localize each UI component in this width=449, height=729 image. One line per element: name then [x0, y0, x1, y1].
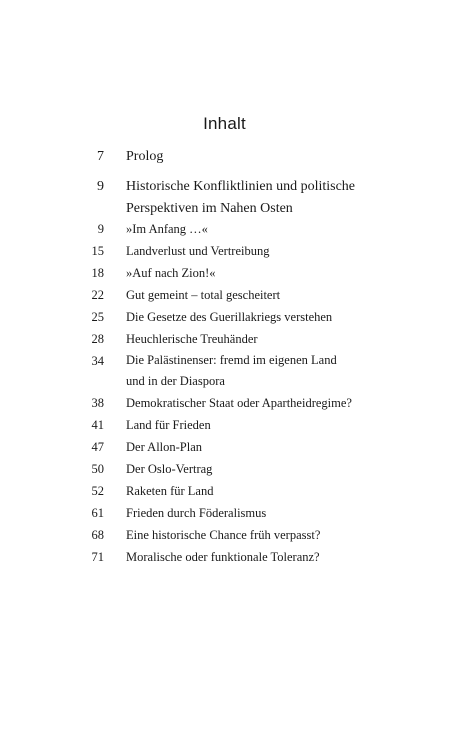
toc-page-number: 41: [91, 418, 104, 432]
toc-page-number: 68: [91, 528, 104, 542]
toc-page-number: 50: [91, 462, 104, 476]
toc-page-number: 38: [91, 396, 104, 410]
toc-entry-title: Landverlust und Vertreibung: [126, 244, 270, 258]
toc-entry-title: Frieden durch Föderalismus: [126, 506, 267, 520]
toc-entry-title: »Auf nach Zion!«: [126, 266, 216, 280]
toc-entry-title: Die Palästinenser: fremd im eigenen Land und in der Diaspora: [126, 353, 337, 388]
toc-page-number: 15: [91, 244, 104, 258]
toc-entry-title: Prolog: [126, 149, 164, 164]
toc-entry-title: Heuchlerische Treuhänder: [126, 332, 258, 346]
toc-page-number: 22: [91, 288, 104, 302]
toc-page-number: 47: [91, 440, 104, 454]
toc-entry-title: Demokratischer Staat oder Apartheidregime?: [126, 396, 352, 410]
toc-entry-title: Der Oslo-Vertrag: [126, 462, 213, 476]
toc-page-number: 9: [97, 222, 104, 236]
toc-page-number: 28: [91, 332, 104, 346]
toc-entry-title: Raketen für Land: [126, 484, 214, 498]
toc-page-number: 61: [91, 506, 104, 520]
toc-page-number: 34: [91, 354, 104, 368]
toc-entry-title: »Im Anfang …«: [126, 222, 208, 236]
toc-entry-title: Land für Frieden: [126, 418, 211, 432]
toc-page-number: 7: [97, 149, 104, 164]
toc-entry-title: Eine historische Chance früh verpasst?: [126, 528, 321, 542]
toc-entry-title: Gut gemeint – total gescheitert: [126, 288, 281, 302]
toc-entry-title: Der Allon-Plan: [126, 440, 203, 454]
toc-page-number: 71: [91, 550, 104, 564]
toc-page-number: 18: [91, 266, 104, 280]
toc-entry-title: Historische Konfliktlinien und politische Perspektiven im Nahen Osten: [126, 179, 356, 216]
toc-page-number: 52: [91, 484, 104, 498]
toc-heading: Inhalt: [203, 114, 246, 133]
toc-page-number: 9: [97, 179, 104, 194]
toc-entry-title: Die Gesetze des Guerillakriegs verstehen: [126, 310, 333, 324]
toc-page-number: 25: [91, 310, 104, 324]
toc-entry-title: Moralische oder funktionale Toleranz?: [126, 550, 320, 564]
